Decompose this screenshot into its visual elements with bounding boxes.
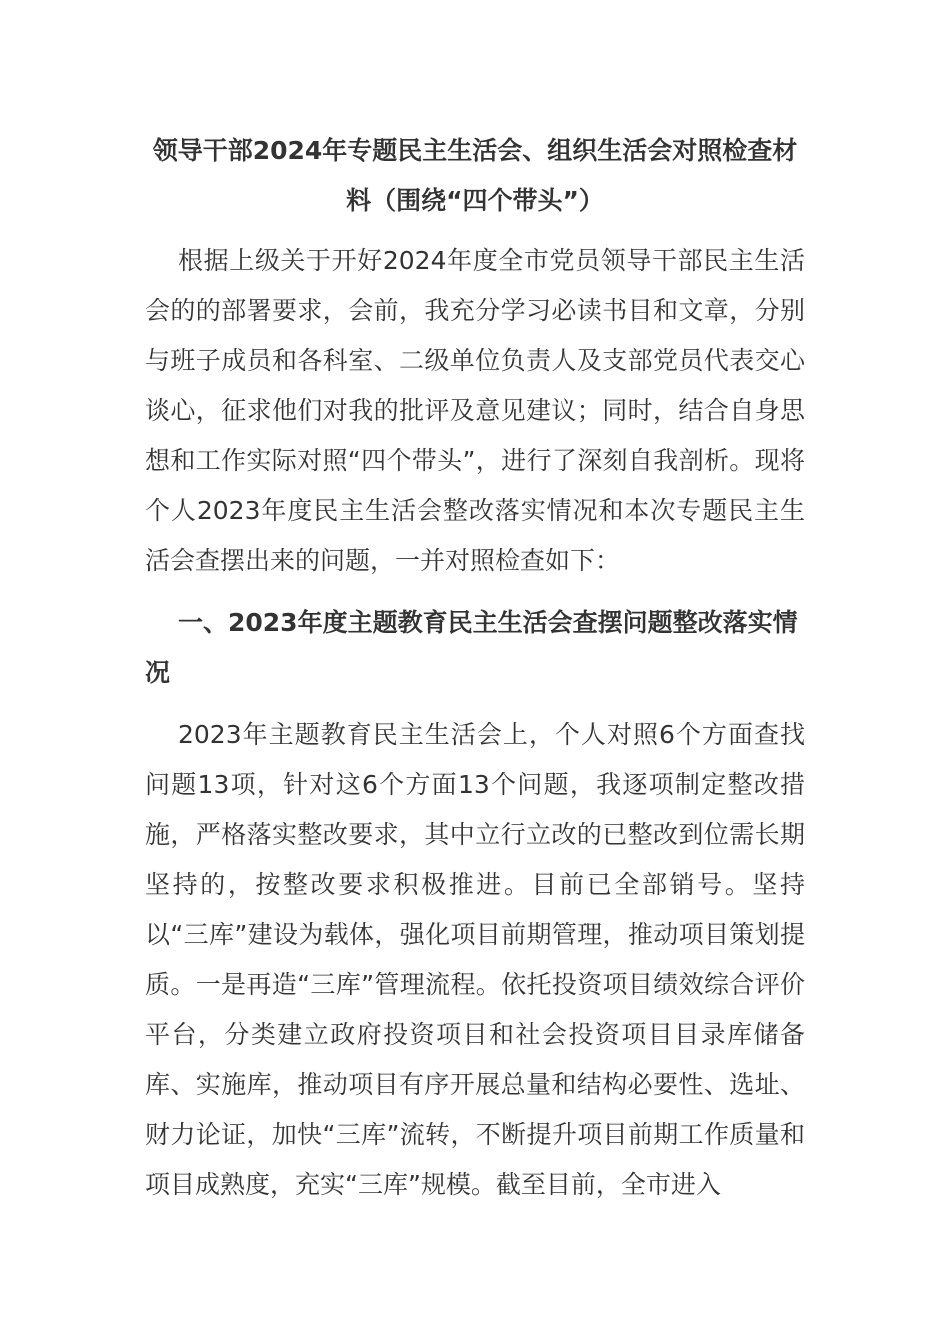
document-body [145,236,805,1210]
section-heading: 一、2023年度主题教育民主生活会查摆问题整改落实情况 [145,608,798,687]
document-title: 领导干部2024年专题民主生活会、组织生活会对照检查材料（围绕“四个带头”） [152,136,798,215]
section-paragraph: 2023年主题教育民主生活会上，个人对照6个方面查找问题13项，针对这6个方面13个问题，我逐项制定整改措施，严格落实整改要求，其中立行立改的已整改到位需长期坚持的，按整改要求积极推进。目前已全部销号。坚持以“三库”建设为载体，强化项目前期管理，推动项目策划提质。一是再造“三库”管理流程。依托投资项目绩效综合评价平台，分类建立政府投资项目和社会投资项目目录库储备库、实施库，推动项目有序开展总量和结构必要性、选址、财力论证，加快“三库”流转，不断提升项目前期工作质量和项目成熟度，充实“三库”规模。截至目前，全市进入 [145,720,805,1199]
intro-paragraph: 根据上级关于开好2024年度全市党员领导干部民主生活会的的部署要求，会前，我充分学习必读书目和文章，分别与班子成员和各科室、二级单位负责人及支部党员代表交心谈心，征求他们对我的批评及意见建议；同时，结合自身思想和工作实际对照“四个带头”，进行了深刻自我剖析。现将个人2023年度民主生活会整改落实情况和本次专题民主生活会查摆出来的问题，一并对照检查如下： [145,246,805,575]
